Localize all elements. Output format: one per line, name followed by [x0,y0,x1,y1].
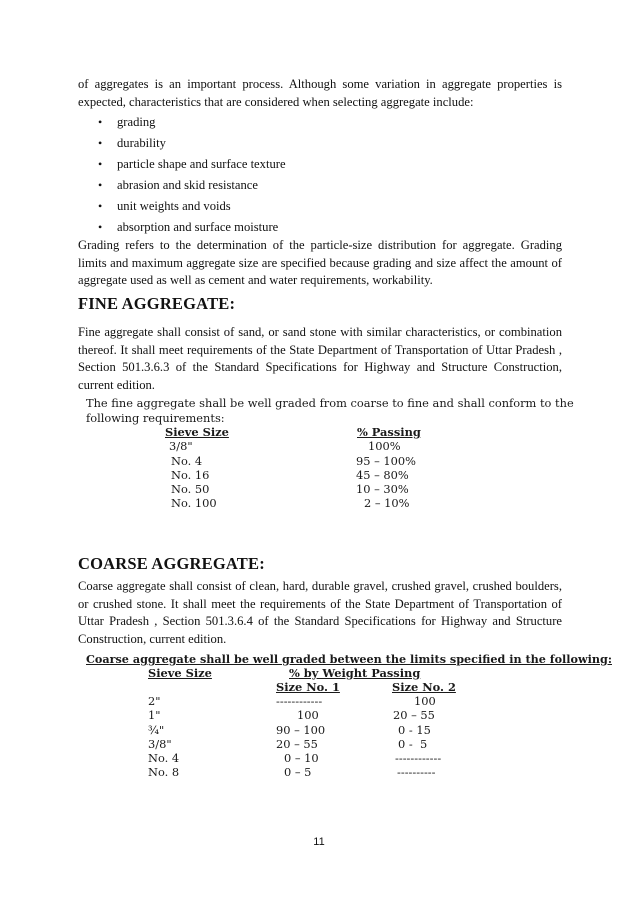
list-item: • absorption and surface moisture [78,217,286,238]
coarse-col-size2-header: Size No. 2 [392,680,456,694]
fine-row-passing: 100% [368,439,401,453]
coarse-row-size1: 20 – 55 [276,737,318,751]
coarse-row-size1: 100 [297,708,319,722]
fine-row-sieve: No. 50 [171,482,210,496]
list-item: • durability [78,133,286,154]
coarse-table-title: Coarse aggregate shall be well graded between the limits specified in the following: [86,652,612,666]
intro-paragraph: of aggregates is an important process. Although some variation in aggregate properties is expected, characteristics that are considered when selecting aggregate include: [78,77,562,109]
coarse-row-sieve: ¾" [148,723,165,737]
fine-row-sieve: No. 4 [171,454,203,468]
coarse-row-size1: 90 – 100 [276,723,326,737]
coarse-row-sieve: No. 4 [148,751,180,765]
fine-table-intro-line2: following requirements: [86,411,225,425]
fine-col-passing-header: % Passing [357,425,421,439]
coarse-aggregate-paragraph: Coarse aggregate shall consist of clean, hard, durable gravel, crushed gravel, crushed boulders, or crushed stone. It shall meet the requirements of the State Department of Transportation of Uttar Pradesh , Section 501.3.6.4 of the Standard Specifications for Highway and Structure Construction, current edition. [78,579,562,646]
coarse-row-size1: 0 – 5 [284,765,312,779]
coarse-col-size1-header: Size No. 1 [276,680,340,694]
fine-aggregate-heading: FINE AGGREGATE: [78,294,236,313]
grading-paragraph: Grading refers to the determination of the particle-size distribution for aggregate. Grading limits and maximum aggregate size are specified because grading and size affect the amount of aggregate used as well as cement and water requirements, workability. [78,238,562,287]
coarse-row-size2: 20 – 55 [393,708,435,722]
fine-aggregate-paragraph: Fine aggregate shall consist of sand, or sand stone with similar characteristics, or combination thereof. It shall meet requirements of the State Department of Transportation of Uttar Pradesh , Section 501.3.6.3 of the Standard Specifications for Highway and Structure Construction, current edition. [78,325,562,392]
fine-row-sieve: No. 16 [171,468,210,482]
coarse-row-sieve: No. 8 [148,765,180,779]
fine-col-sieve-header: Sieve Size [165,425,229,439]
page-number: 11 [313,836,325,848]
coarse-row-sieve: 2" [148,694,161,708]
coarse-row-size1: ------------ [276,694,323,708]
list-item: • grading [78,112,286,133]
coarse-row-size2: 100 [414,694,436,708]
list-item: • abrasion and skid resistance [78,175,286,196]
fine-row-sieve: 3/8" [169,439,193,453]
coarse-row-sieve: 3/8" [148,737,172,751]
list-item: • particle shape and surface texture [78,154,286,175]
fine-row-sieve: No. 100 [171,496,217,510]
coarse-row-size2: ------------ [395,751,442,765]
coarse-col-sieve-header: Sieve Size [148,666,212,680]
coarse-row-size2: ---------- [397,765,436,779]
coarse-aggregate-heading: COARSE AGGREGATE: [78,554,265,573]
coarse-row-size2: 0 - 5 [398,737,428,751]
coarse-row-sieve: 1" [148,708,161,722]
coarse-col-weight-header: % by Weight Passing [289,666,421,680]
coarse-row-size2: 0 - 15 [398,723,431,737]
coarse-row-size1: 0 – 10 [284,751,319,765]
fine-table-intro-line1: The fine aggregate shall be well graded from coarse to fine and shall conform to the [86,396,574,410]
fine-row-passing: 45 – 80% [356,468,409,482]
list-item: • unit weights and voids [78,196,286,217]
fine-row-passing: 10 – 30% [356,482,409,496]
fine-row-passing: 2 – 10% [364,496,410,510]
fine-row-passing: 95 – 100% [356,454,416,468]
